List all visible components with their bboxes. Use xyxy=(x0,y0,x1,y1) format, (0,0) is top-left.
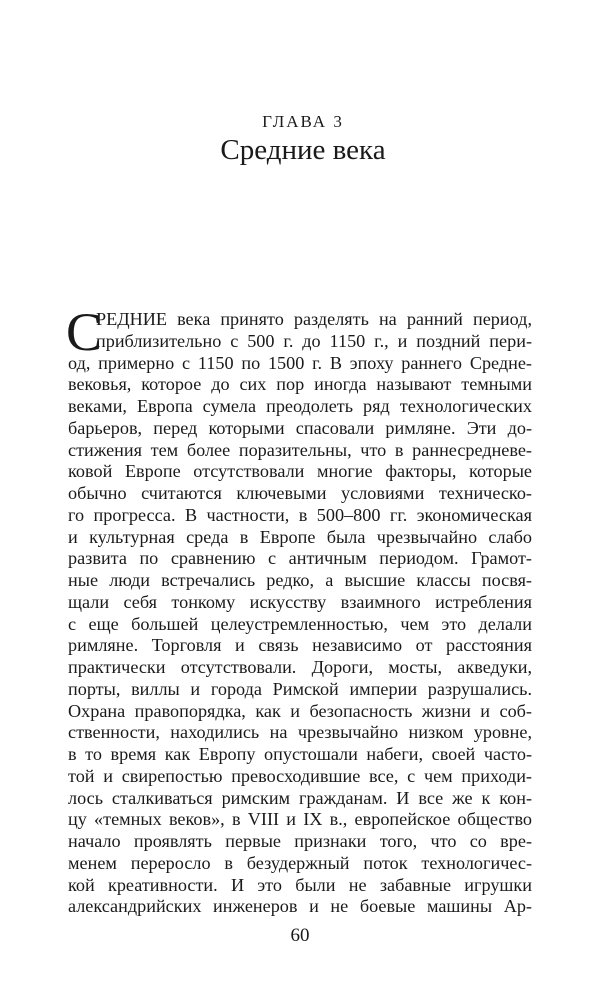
paragraph xyxy=(68,309,532,918)
text-line xyxy=(68,570,532,592)
text-line xyxy=(68,679,532,701)
text-line-content: щали себя тонкому искусству взаимного истребления xyxy=(68,591,532,612)
text-line xyxy=(68,875,532,897)
text-line-content: римляне. Торговля и связь независимо от расстояния xyxy=(68,635,532,656)
text-line-content: РЕДНИЕ века принято разделять на ранний период, xyxy=(96,309,532,329)
text-line xyxy=(68,461,532,483)
text-line xyxy=(68,831,532,853)
text-line-content: александрийских инженеров и не боевые машины Ар- xyxy=(68,896,532,917)
page-number: 60 xyxy=(290,925,310,946)
text-line-content: с еще большей целеустремленностью, чем это делали xyxy=(68,613,532,634)
text-line-content: в то время как Европу опустошали набеги, своей часто- xyxy=(68,744,532,764)
text-line xyxy=(68,592,532,614)
text-line xyxy=(68,896,532,918)
text-line xyxy=(68,853,532,875)
text-line xyxy=(68,722,532,744)
text-line xyxy=(68,396,532,418)
text-line xyxy=(68,309,532,331)
text-line-content: той и свирепостью превосходившие все, с чем приходи- xyxy=(68,765,532,786)
text-line-content: Охрана правопорядка, как и безопасность жизни и соб- xyxy=(68,700,532,721)
text-line-content: обычно считаются ключевыми условиями техническо- xyxy=(68,483,532,503)
text-line xyxy=(68,548,532,570)
drop-cap: С xyxy=(66,302,103,362)
text-line xyxy=(68,353,532,375)
text-line-content: начало проявлять первые признаки того, что со вре- xyxy=(68,831,532,851)
body-text xyxy=(66,302,532,918)
text-line xyxy=(68,635,532,657)
text-line xyxy=(68,331,532,353)
text-line xyxy=(68,483,532,505)
text-line-content: ковой Европе отсутствовали многие факторы, которые xyxy=(68,461,532,482)
text-line-content: барьеров, перед которыми спасовали римляне. Эти до- xyxy=(68,417,532,438)
text-line-content: и культурная среда в Европе была чрезвычайно слабо xyxy=(68,526,532,547)
text-line xyxy=(68,657,532,679)
text-line-content: вековья, которое до сих пор иногда называют темными xyxy=(68,374,532,395)
chapter-label: ГЛАВА 3 xyxy=(262,112,344,131)
text-line-content: лось сталкиваться римским гражданам. И все же к кон- xyxy=(68,787,532,808)
text-line-content: развита по сравнению с античным периодом. Грамот- xyxy=(68,548,532,569)
text-line xyxy=(68,788,532,810)
text-line xyxy=(68,744,532,766)
text-line-content: го прогресса. В частности, в 500–800 гг. экономическая xyxy=(68,504,532,525)
text-line-content: порты, виллы и города Римской империи разрушались. xyxy=(68,678,532,699)
text-line-content: кой креативности. И это были не забавные игрушки xyxy=(68,874,532,895)
text-line xyxy=(68,440,532,462)
text-line xyxy=(68,374,532,396)
text-line-content: веками, Европа сумела преодолеть ряд технологических xyxy=(68,396,532,416)
text-line xyxy=(68,418,532,440)
text-line xyxy=(68,527,532,549)
text-line-content: приблизительно с 500 г. до 1150 г., и поздний пери- xyxy=(96,330,532,351)
text-line xyxy=(68,614,532,636)
text-line xyxy=(68,505,532,527)
text-line xyxy=(68,809,532,831)
text-line xyxy=(68,701,532,723)
chapter-title: Средние века xyxy=(220,134,386,166)
text-line-content: од, примерно с 1150 по 1500 г. В эпоху раннего Средне- xyxy=(68,352,532,373)
text-line-content: ные люди встречались редко, а высшие классы посвя- xyxy=(68,570,532,590)
text-line-content: ственности, находились на чрезвычайно низком уровне, xyxy=(68,722,532,743)
text-line xyxy=(68,766,532,788)
text-line-content: менем переросло в безудержный поток технологичес- xyxy=(68,852,532,873)
text-line-content: цу «темных веков», в VIII и IX в., европейское общество xyxy=(68,809,532,830)
text-line-content: практически отсутствовали. Дороги, мосты, акведуки, xyxy=(68,657,532,677)
text-line-content: стижения тем более поразительны, что в раннесредневе- xyxy=(68,439,532,460)
